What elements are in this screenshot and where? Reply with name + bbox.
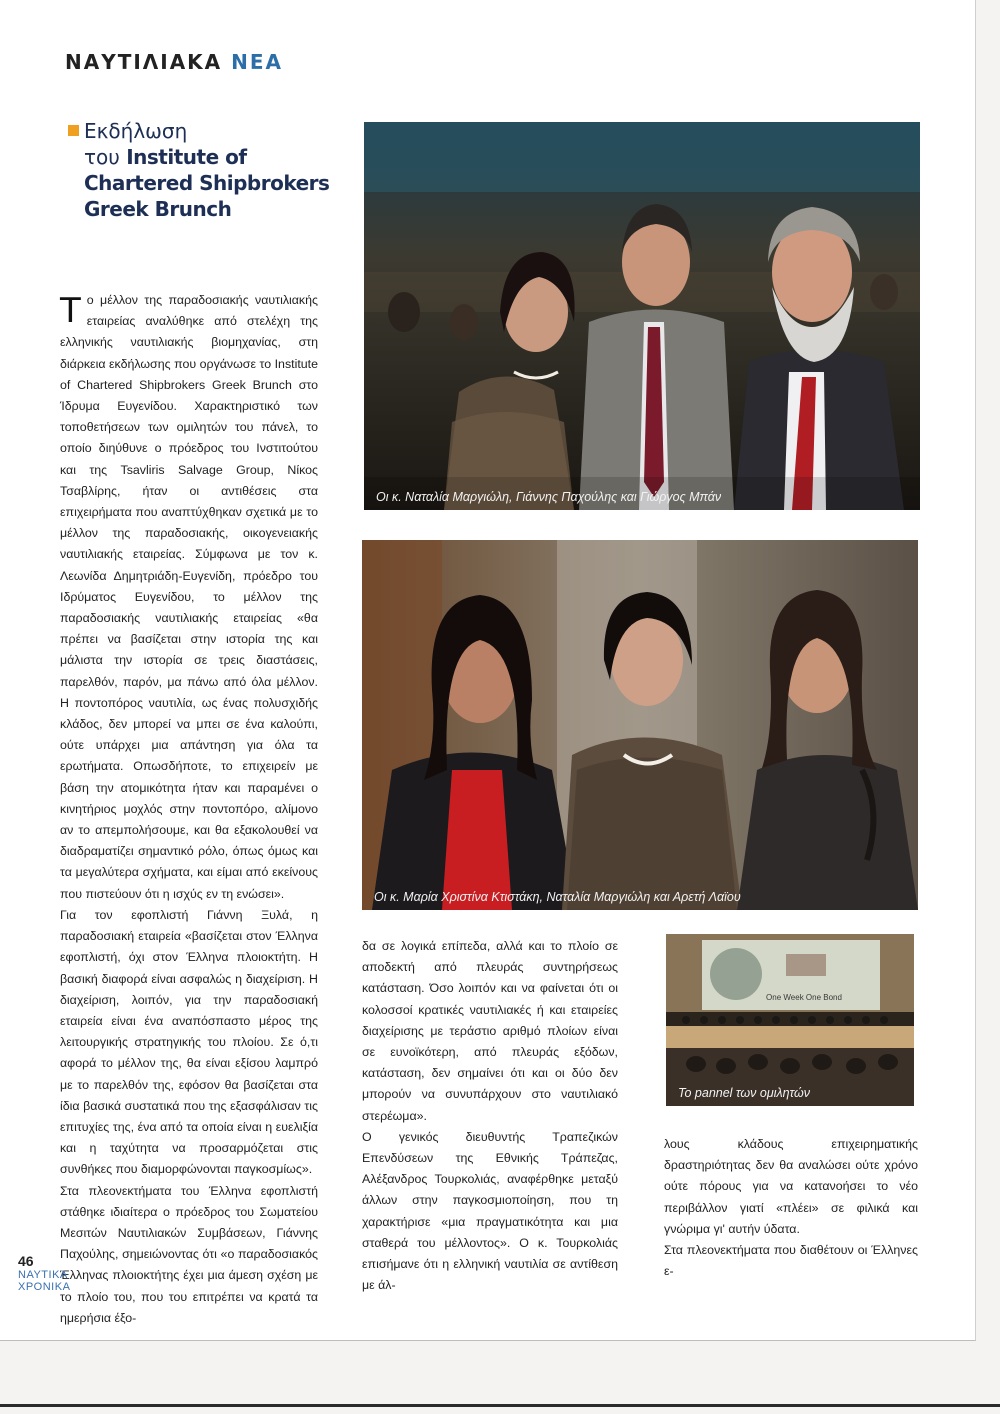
section-label-accent: ΝΕΑ xyxy=(231,50,284,74)
headline-line-3: Chartered Shipbrokers xyxy=(84,171,330,195)
article-paragraph-5: Ο γενικός διευθυντής Τραπεζικών Επενδύσεων της Εθνικής Τράπεζας, Αλέξανδρος Τουρκολιάς, αναφέρθηκε μεταξύ άλλων στην παγκοσμιοποίηση, που τη χαρακτήρισε «μια πραγματικότητα και μια σταθερά του μέλλοντος». Ο κ. Τουρκολιάς επισήμανε ότι η ελληνική ναυτιλία σε αντίθεση με άλ- xyxy=(362,1129,618,1293)
photo-three-women xyxy=(362,540,918,910)
article-paragraph-1 xyxy=(60,290,318,905)
section-label xyxy=(65,50,283,74)
article-paragraph-7: Στα πλεονεκτήματα που διαθέτουν οι Έλληνες ε- xyxy=(664,1243,918,1279)
article-paragraph-2: Για τον εφοπλιστή Γιάννη Ξυλά, η παραδοσιακή εταιρεία «βασίζεται στον Έλληνα εφοπλιστή, όχι στον Έλληνα πλοιοκτήτη. Η βασική διαφορά είναι ασφαλώς η διαχείριση. Η διαχείριση, λοιπόν, για την παραδοσιακή εταιρεία είναι ένα αναπόσπαστο μέρος της λειτουργικής στρατηγικής του πλοίου. Σε ό,τι αφορά το μέλλον της, θα είναι εξίσου λαμπρό με το παρελθόν της, εφόσον θα βασίζεται στα ίδια βασικά συστατικά που της εξασφάλισαν τις επιτυχίες της, ένα από τα οποία είναι η ευελιξία και η ταχύτητα να προσαρμόζεται στις συνθήκες που διαμορφώνονται παγκοσμίως». xyxy=(60,907,318,1177)
headline-line-2-bold: Institute of xyxy=(126,145,247,169)
photo-event-guests-caption: Οι κ. Ναταλία Μαργιώλη, Γιάννης Παχούλης και Γιώργος Μπάν xyxy=(376,490,722,504)
magazine-name-line-1: ΝΑΥΤΙΚΑ xyxy=(18,1269,68,1281)
headline-line-2-light: του xyxy=(84,145,127,169)
photo-three-women-caption: Οι κ. Μαρία Χριστίνα Κτιστάκη, Ναταλία Μαργιώλη και Αρετή Λαϊου xyxy=(374,890,741,904)
photo-speakers-panel-image xyxy=(666,934,914,1106)
page-number: 46 xyxy=(18,1253,34,1269)
article-paragraph-4: δα σε λογικά επίπεδα, αλλά και το πλοίο σε αποδεκτή από πλευράς συντηρήσεως κατάσταση. Όσο λοιπόν και να φαίνεται ότι οι κολοσσοί κρατικές ναυτιλιακές ή και εταιρείες διαχείρισης με τεράστιο αριθμό πλοίων είναι σε ευνοϊκότερη, από πλευράς εξόδων, κατάσταση, δεν σημαίνει ότι και οι δύο δεν μπορούν να συνυπάρχουν στο ναυτιλιακό στερέωμα». xyxy=(362,939,618,1123)
article-paragraph-6: λους κλάδους επιχειρηματικής δραστηριότητας δεν θα αναλώσει ούτε χρόνο ούτε πόρους για να κατανοήσει το νέο περιβάλλον γιατί «πλέει» σε φιλικά και γνώριμα γι' αυτήν ύδατα. xyxy=(664,1137,918,1236)
page-folio xyxy=(18,1253,70,1293)
photo-speakers-panel xyxy=(666,934,914,1106)
photo-event-guests xyxy=(364,122,920,510)
bottom-rule xyxy=(0,1404,1000,1407)
photo-event-guests-image xyxy=(364,122,920,510)
article-paragraph-1-text: ο μέλλον της παραδοσιακής ναυτιλιακής εταιρείας αναλύθηκε από στελέχη της ελληνικής ναυτιλιακής βιομηχανίας, στη διάρκεια εκδήλωσης που οργάνωσε το Institute of Chartered Shipbrokers Greek Brunch στο Ίδρυμα Ευγενίδου. Χαρακτηριστικό των τοποθετήσεων των ομιλητών του πάνελ, το οποίο διηύθυνε ο πρόεδρος του Ινστιτούτου και της Tsavliris Salvage Group, Νίκος Τσαβλίρης, ήταν οι αντιθέσεις στα επιχειρήματα που αναπτύχθηκαν σχετικά με το μέλλον της παραδοσιακής, οικογενειακής ναυτιλιακής εταιρείας. Σύμφωνα με τον κ. Λεωνίδα Δημητριάδη-Ευγενίδη, πρόεδρο του Ιδρύματος Ευγενίδου, το μέλλον της παραδοσιακής ναυτιλιακής εταιρείας «θα πρέπει να βασίζεται στην ιστορία της και μάλιστα την ιστορία σε τρεις διαστάσεις, παρελθόν, παρόν, μα πάνω από όλα μέλλον. Η ποντοπόρος ναυτιλία, ως ένας πολυσχιδής κλάδος, δεν μπορεί να μπει σε ένα καλούπι, ούτε υπάρχει μια απάντηση για όλα τα ερωτήματα. Οπωσδήποτε, το επιχειρείν με βάση την ατομικότητα ήταν και παραμένει ο κινητήριος μοχλός στην ποντοπόρο, αλίμονο αν το απεμπολήσουμε, και θα εξακολουθεί να διαδραματίζει σημαντικό ρόλο, όπως όμως και τα μεγαλύτερα σχήματα, και είμαι από εκείνους που πιστεύουν ότι η ισχύς εν τη ενώσει». xyxy=(60,293,318,901)
magazine-name-line-2: ΧΡΟΝΙΚΑ xyxy=(18,1281,71,1293)
headline-line-2 xyxy=(84,144,354,170)
article-column-2 xyxy=(362,936,618,1296)
screen-slide-text: One Week One Bond xyxy=(766,993,842,1002)
article-column-3 xyxy=(664,1134,918,1282)
section-label-main: ΝΑΥΤΙΛΙΑΚΑ xyxy=(65,50,223,74)
drop-cap: Τ xyxy=(60,291,81,331)
article-headline xyxy=(84,118,354,222)
article-paragraph-3: Στα πλεονεκτήματα του Έλληνα εφοπλιστή στάθηκε ιδιαίτερα ο πρόεδρος του Σωματείου Μεσιτών Ναυτιλιακών Συμβάσεων, Γιάννης Παχούλης, σημειώνοντας ότι «ο παραδοσιακός Έλληνας πλοιοκτήτης έχει μια άμεση σχέση με το πλοίο του, που του επιτρέπει να κρατά τα ημερήσια έξο- xyxy=(60,1183,318,1325)
article-column-1 xyxy=(60,290,318,1329)
headline-line-1: Εκδήλωση xyxy=(84,119,188,143)
photo-speakers-panel-caption: Το pannel των ομιλητών xyxy=(678,1086,811,1100)
photo-three-women-image xyxy=(362,540,918,910)
headline-line-4: Greek Brunch xyxy=(84,197,232,221)
headline-bullet-icon xyxy=(68,125,79,136)
